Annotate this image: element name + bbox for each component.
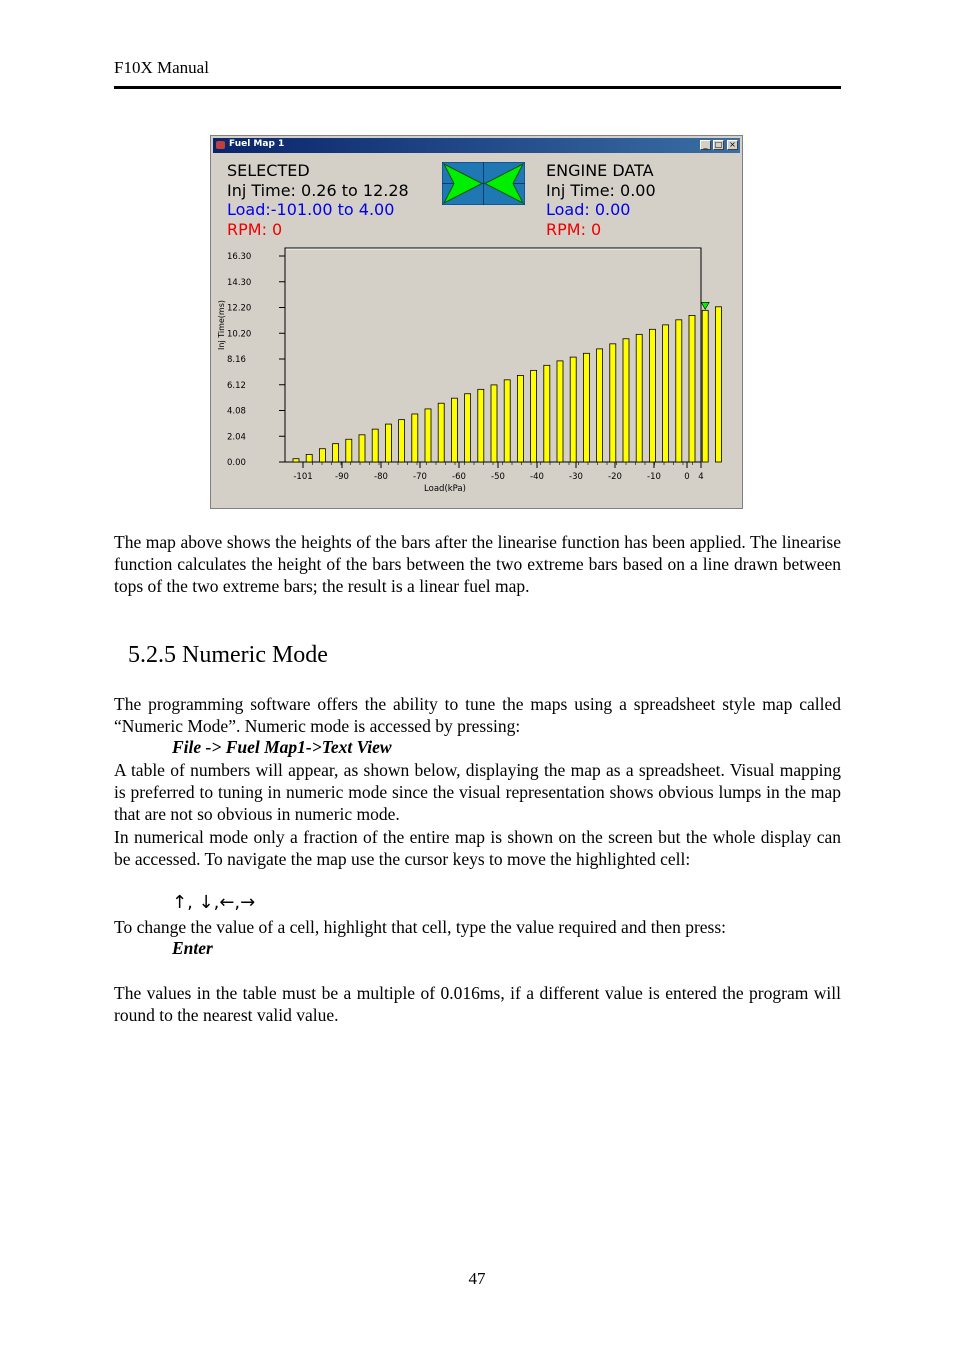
fuel-map-window [210, 135, 743, 509]
bar [623, 339, 629, 462]
x-tick-label: -90 [335, 472, 349, 482]
paragraph-navigation: In numerical mode only a fraction of the entire map is shown on the screen but the whole display can be accessed. To navigate the map use the cursor keys to move the highlighted cell: [114, 827, 841, 869]
fuel-map-chart[interactable] [211, 136, 744, 510]
bar [465, 394, 471, 462]
y-axis-label: Inj Time(ms) [217, 300, 226, 350]
paragraph-change-value: To change the value of a cell, highlight that cell, type the value required and then press: [114, 917, 727, 937]
engine-heading: ENGINE DATA [546, 161, 654, 180]
x-axis-label: Load(kPa) [424, 484, 466, 494]
y-tick-label: 10.20 [227, 329, 252, 340]
x-tick-label: -10 [647, 472, 661, 482]
bar [517, 375, 523, 462]
y-tick-label: 4.08 [227, 406, 246, 417]
enter-key-command: Enter [172, 938, 213, 958]
x-tick-label: -20 [608, 472, 622, 482]
bar [636, 334, 642, 462]
page-number: 47 [468, 1269, 486, 1288]
bar [333, 444, 339, 462]
selected-inj-time: Inj Time: 0.26 to 12.28 [227, 180, 409, 200]
bar [597, 349, 603, 462]
bar [425, 409, 431, 462]
bar [346, 439, 352, 462]
bar [478, 389, 484, 462]
bar [491, 385, 497, 462]
bar [715, 307, 721, 462]
engine-load: Load: 0.00 [546, 200, 631, 219]
bar [583, 353, 589, 462]
selected-marker-icon [701, 302, 709, 309]
engine-rpm: RPM: 0 [546, 219, 602, 239]
y-tick-label: 0.00 [227, 458, 246, 468]
x-tick-label: -50 [491, 472, 505, 482]
bar [531, 370, 537, 462]
bar [359, 435, 365, 462]
manual-title: F10X Manual [114, 58, 209, 77]
bar [610, 344, 616, 462]
engine-inj-time: Inj Time: 0.00 [546, 180, 656, 200]
bar [412, 414, 418, 462]
bar [663, 325, 669, 462]
bar [504, 380, 510, 462]
header-rule [114, 86, 841, 89]
x-tick-label: -101 [293, 472, 313, 482]
paragraph-multiple: The values in the table must be a multiple of 0.016ms, if a different value is entered the program will round to the nearest valid value. [114, 983, 841, 1025]
y-tick-label: 8.16 [227, 355, 246, 365]
x-tick-label: -40 [530, 472, 544, 482]
section-heading: 5.2.5 Numeric Mode [128, 642, 328, 668]
y-tick-label: 14.30 [227, 277, 252, 288]
y-tick-label: 12.20 [227, 303, 252, 314]
bar [649, 329, 655, 462]
menu-path-command: File -> Fuel Map1->Text View [172, 737, 392, 757]
paragraph-linearise: The map above shows the heights of the bars after the linearise function has been applied. The linearise function calculates the height of the bars between the two extreme bars based on a line drawn between tops of the two extreme bars; the result is a linear fuel map. [114, 532, 841, 596]
bar [689, 315, 695, 462]
x-tick-label: 4 [698, 472, 704, 482]
bar [676, 320, 682, 462]
minimize-button[interactable]: _ [700, 140, 711, 150]
bar [570, 357, 576, 462]
x-tick-label: -30 [569, 472, 583, 482]
y-tick-label: 2.04 [227, 432, 246, 443]
bar [557, 361, 563, 462]
bar [438, 403, 444, 462]
bar [451, 398, 457, 462]
x-tick-label: -70 [413, 472, 427, 482]
y-tick-label: 16.30 [227, 252, 252, 262]
bar [372, 429, 378, 462]
x-tick-label: -80 [374, 472, 388, 482]
bar [385, 424, 391, 462]
bar [306, 454, 312, 462]
close-button[interactable]: × [727, 140, 738, 150]
x-tick-label: 0 [684, 472, 690, 482]
paragraph-numeric-intro: The programming software offers the ability to tune the maps using a spreadsheet style map called “Numeric Mode”. Numeric mode is accessed by pressing: [114, 694, 841, 736]
selected-load: Load:-101.00 to 4.00 [227, 200, 395, 219]
paragraph-table-appear: A table of numbers will appear, as shown below, displaying the map as a spreadsheet. Visual mapping is preferred to tuning in numeric mode since the visual representation shows obvious lumps in the map that are not so obvious in numeric mode. [114, 760, 841, 824]
cursor-keys: ↑, ↓,←,→ [172, 892, 256, 913]
bar [544, 365, 550, 462]
bar [702, 310, 708, 462]
selected-rpm: RPM: 0 [227, 219, 283, 239]
y-tick-label: 6.12 [227, 380, 246, 391]
maximize-button[interactable]: □ [714, 140, 723, 149]
bar [319, 449, 325, 462]
x-tick-label: -60 [452, 472, 466, 482]
bar [293, 459, 299, 462]
window-title: Fuel Map 1 [229, 139, 285, 149]
bar [399, 420, 405, 462]
selected-heading: SELECTED [227, 161, 310, 180]
